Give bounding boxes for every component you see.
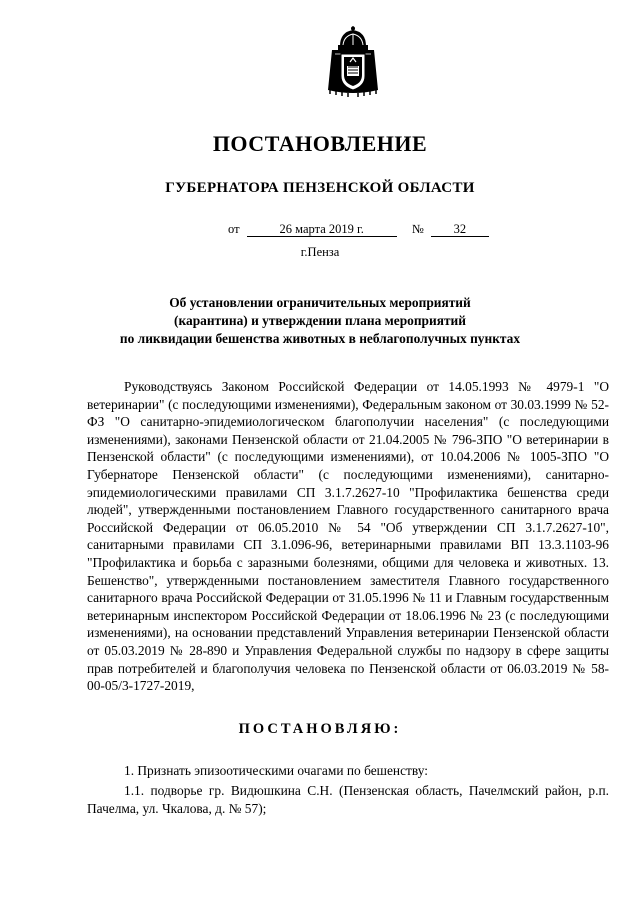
document-city: г.Пенза bbox=[300, 245, 340, 259]
date-number-line bbox=[228, 222, 489, 237]
subject-line: Об установлении ограничительных мероприятий bbox=[169, 295, 471, 310]
subject-line: по ликвидации бешенства животных в неблагополучных пунктах bbox=[119, 331, 521, 346]
date-prefix: от bbox=[228, 222, 240, 236]
decree-heading: ПОСТАНОВЛЯЮ: bbox=[238, 721, 402, 737]
number-prefix: № bbox=[411, 222, 424, 236]
subject-line: (карантина) и утверждении плана мероприятий bbox=[174, 313, 466, 328]
document-issuer: ГУБЕРНАТОРА ПЕНЗЕНСКОЙ ОБЛАСТИ bbox=[165, 180, 475, 196]
preamble-paragraph: Руководствуясь Законом Российской Федерации от 14.05.1993 № 4979-1 "О ветеринарии" (с последующими изменениями), Федеральным законом от 30.03.1999 № 52-ФЗ "О санитарно-эпидемиологическом благополучии населения" (с последующими изменениями), законами Пензенской области от 21.04.2005 № 796-ЗПО "О ветеринарии в Пензенской области" (с последующими изменениями), от 10.04.2006 № 1005-ЗПО "О Губернаторе Пензенской области" (с последующими изменениями), санитарно-эпидемиологическими правилами СП 3.1.7.2627-10 "Профилактика бешенства среди людей", утвержденными постановлением Главного государственного санитарного врача Российской Федерации от 06.05.2010 № 54 "Об утверждении СП 3.1.7.2627-10", санитарными правилами СП 3.1.096-96, ветеринарными правилами ВП 13.3.1103-96 "Профилактика и борьба с заразными болезнями, общими для человека и животных. 13. Бешенство", утвержденными постановлением заместителя Главного государственного санитарного врача Российской Федерации от 31.05.1996 № 11 и Главным государственным ветеринарным инспектором Российской Федерации от 18.06.1996 № 23 (с последующими изменениями), на основании представлений Управления ветеринарии Пензенской области от 05.03.2019 № 28-890 и Управления Федеральной службы по надзору в сфере защиты прав потребителей и благополучия человека по Пензенской области от 06.03.2019 № 58-00-05/3-1727-2019, bbox=[87, 379, 609, 694]
document-subject bbox=[0, 294, 640, 348]
decree-item: 1. Признать эпизоотическими очагами по бешенству: bbox=[124, 763, 428, 778]
decree-subitem: 1.1. подворье гр. Видюшкина С.Н. (Пензенская область, Пачелмский район, р.п. Пачелма, ул. Чкалова, д. № 57); bbox=[87, 783, 609, 816]
document-title: ПОСТАНОВЛЕНИЕ bbox=[212, 131, 428, 156]
coat-of-arms-icon bbox=[326, 26, 380, 98]
document-number: 32 bbox=[431, 222, 489, 237]
document-date: 26 марта 2019 г. bbox=[247, 222, 397, 237]
